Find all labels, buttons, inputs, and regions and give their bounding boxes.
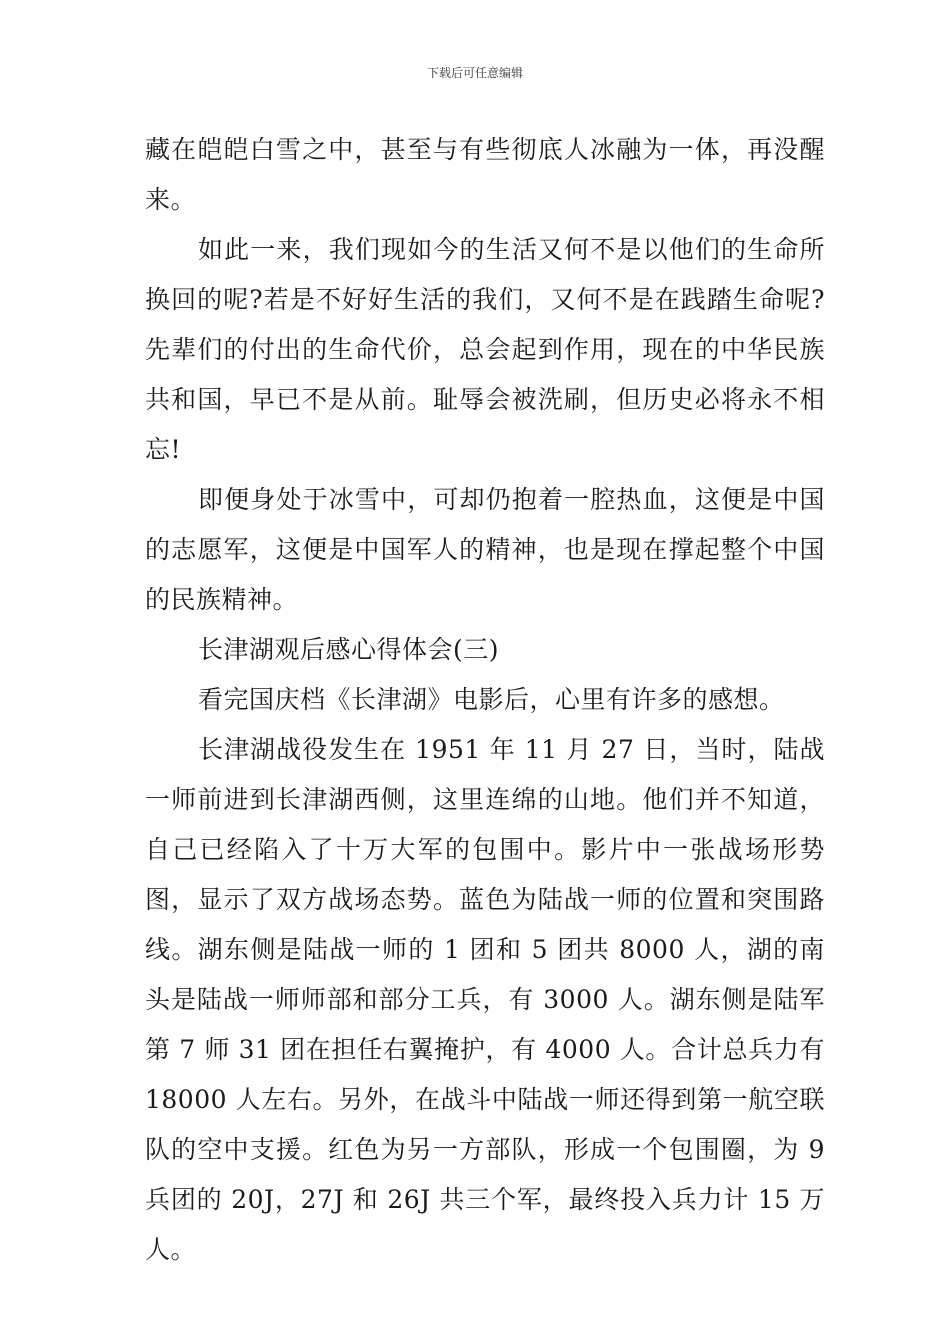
paragraph-4: 看完国庆档《长津湖》电影后，心里有许多的感想。 xyxy=(198,685,785,714)
section-heading: 长津湖观后感心得体会(三) xyxy=(198,635,500,664)
paragraph-5: 长津湖战役发生在 1951 年 11 月 27 日，当时，陆战一师前进到长津湖西侧，这里连绵的山地。他们并不知道，自己已经陷入了十万大军的包围中。影片中一张战场形势图，显示了双方战场态势。蓝色为陆战一师的位置和突围路线。湖东侧是陆战一师的 1 团和 5 团共 8000 人，湖的南头是陆战一师师部和部分工兵，有 3000 人。湖东侧是陆军第 7 师 31 团在担任右翼掩护，有 4000 人。合计总兵力有18000 人左右。另外，在战斗中陆战一师还得到第一航空联队的空中支援。红色为另一方部队，形成一个包围圈，为 9兵团的 20J，27J 和 26J 共三个军，最终投入兵力计 15 万人。 xyxy=(145,735,825,1264)
page-header-note: 下载后可任意编辑 xyxy=(426,66,523,80)
paragraph-2: 如此一来，我们现如今的生活又何不是以他们的生命所换回的呢?若是不好好生活的我们，又何不是在践踏生命呢?先辈们的付出的生命代价，总会起到作用，现在的中华民族共和国，早已不是从前。耻辱会被洗刷，但历史必将永不相忘! xyxy=(145,235,825,464)
document-body xyxy=(145,125,825,1275)
paragraph-1: 藏在皑皑白雪之中，甚至与有些彻底人冰融为一体，再没醒来。 xyxy=(145,135,825,214)
paragraph-3: 即便身处于冰雪中，可却仍抱着一腔热血，这便是中国的志愿军，这便是中国军人的精神，也是现在撑起整个中国的民族精神。 xyxy=(145,485,825,614)
